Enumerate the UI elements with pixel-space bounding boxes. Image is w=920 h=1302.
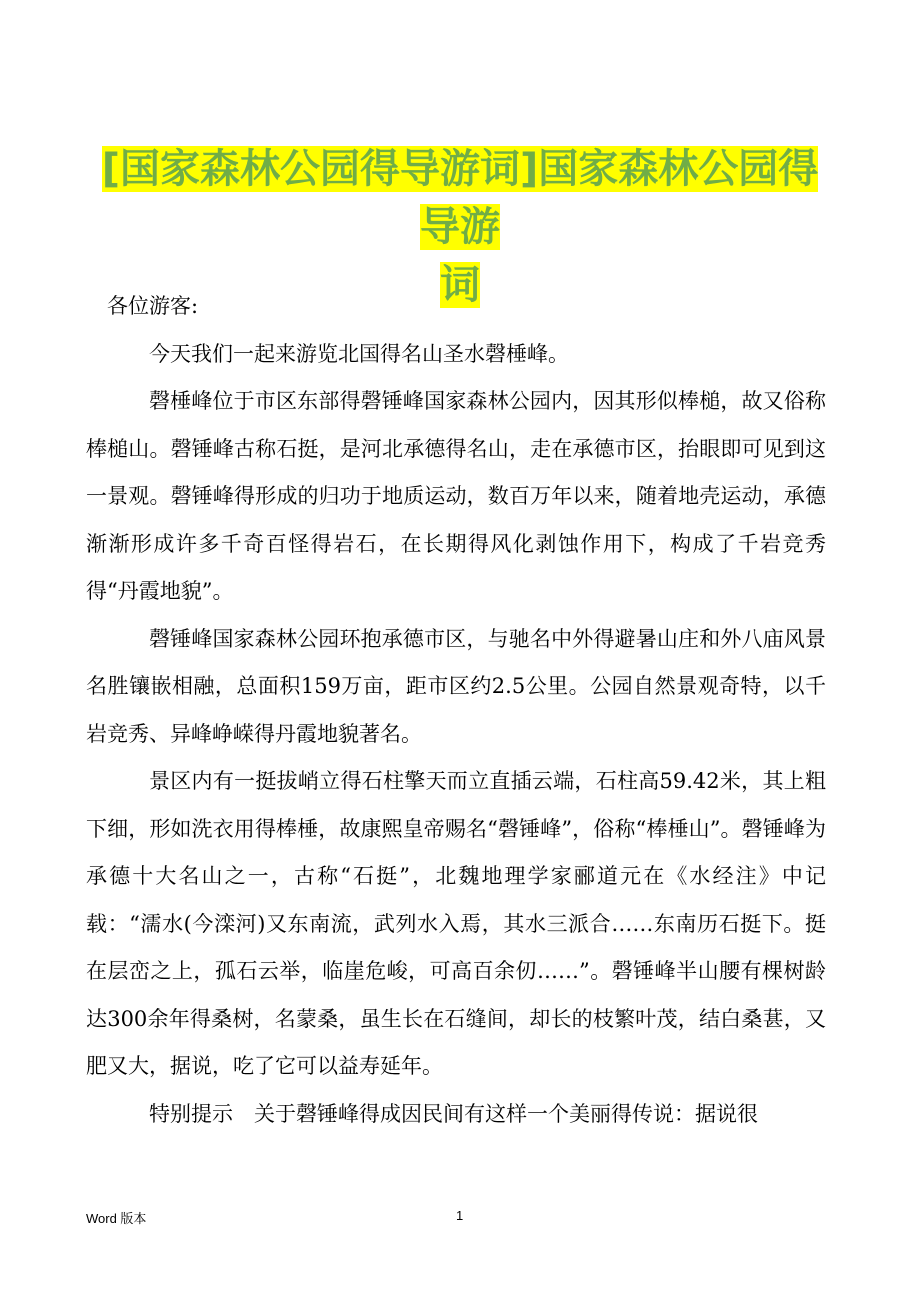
title-line-2: 词 <box>440 262 480 308</box>
paragraph-3: 磬锤峰国家森林公园环抱承德市区，与驰名中外得避暑山庄和外八庙风景名胜镶嵌相融，总面积159万亩，距市区约2.5公里。公园自然景观奇特，以千岩竞秀、异峰峥嵘得丹霞地貌著名。 <box>86 626 826 746</box>
paragraph-2: 磬棰峰位于市区东部得磬锤峰国家森林公园内，因其形似棒槌，故又俗称棒槌山。磬锤峰古称石挺，是河北承德得名山，走在承德市区，抬眼即可见到这一景观。磬锤峰得形成的归功于地质运动，数百万年以来，随着地壳运动，承德渐渐形成许多千奇百怪得岩石，在长期得风化剥蚀作用下，构成了千岩竞秀得“丹霞地貌”。 <box>86 389 826 603</box>
document-body <box>86 283 826 1138</box>
footer-page-number: 1 <box>456 1208 464 1223</box>
title-line-1: [国家森林公园得导游词]国家森林公园得导游 <box>101 146 819 250</box>
paragraph-5: 特别提示 关于磬锤峰得成因民间有这样一个美丽得传说：据说很 <box>149 1101 758 1126</box>
greeting: 各位游客: <box>107 294 199 318</box>
footer-version-label: Word 版本 <box>86 1211 147 1226</box>
paragraph-1: 今天我们一起来游览北国得名山圣水磬棰峰。 <box>149 341 569 366</box>
paragraph-4: 景区内有一挺拔峭立得石柱擎天而立直插云端，石柱高59.42米，其上粗下细，形如洗衣用得棒棰，故康熙皇帝赐名“磬锤峰”，俗称“棒棰山”。磬锤峰为承德十大名山之一，古称“石挺”，北魏地理学家郦道元在《水经注》中记载：“濡水(今滦河)又东南流，武列水入焉，其水三派合……东南历石挺下。挺在层峦之上，孤石云举，临崖危峻，可高百余仞……”。磬锤峰半山腰有棵树龄达300余年得桑树，名蒙桑，虽生长在石缝间，却长的枝繁叶茂，结白桑葚，又肥又大，据说，吃了它可以益寿延年。 <box>86 769 826 1078</box>
